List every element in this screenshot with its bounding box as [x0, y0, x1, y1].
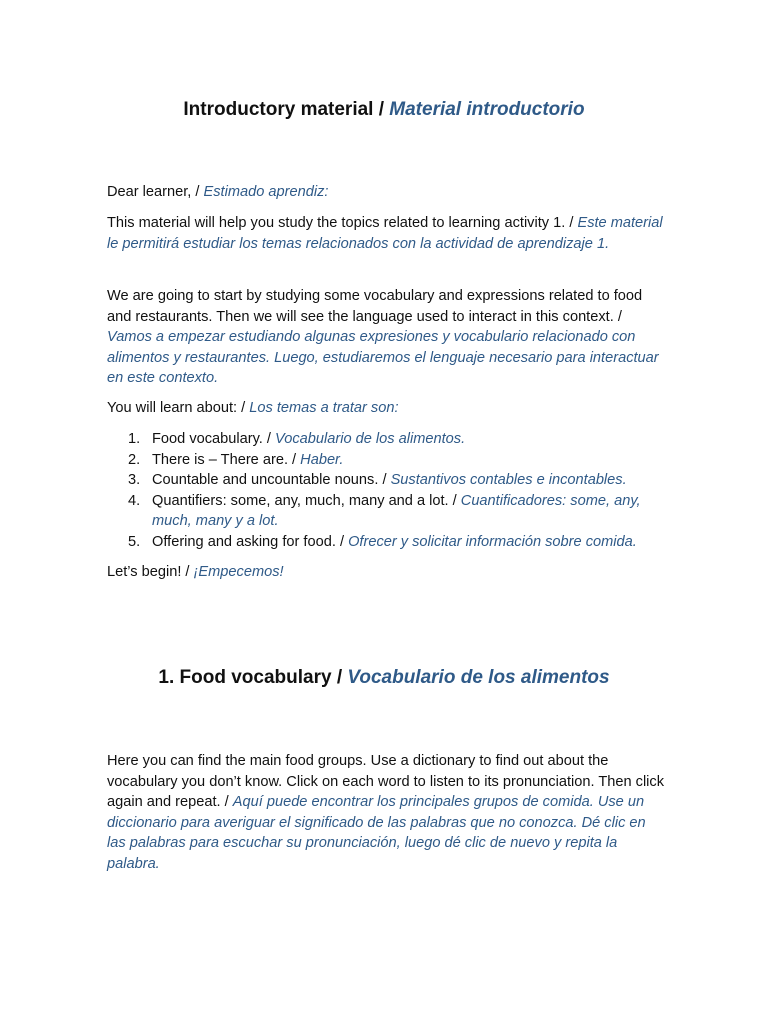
list-item-es: Vocabulario de los alimentos. — [275, 431, 466, 447]
list-item-en: Food vocabulary. / — [152, 431, 276, 447]
list-item-es: Ofrecer y solicitar información sobre comida. — [348, 533, 637, 550]
list-item-en: Countable and uncountable nouns. / — [152, 472, 391, 489]
topics-list — [107, 429, 667, 553]
list-item-es: Sustantivos contables e incontables. — [390, 472, 627, 489]
list-item-en: Quantifiers: some, any, much, many and a lot. / — [152, 492, 461, 509]
list-item-es: Cuantificadores: some, any, much, many y a lot. — [152, 492, 641, 530]
start-paragraph-es: Vamos a empezar estudiando algunas expresiones y vocabulario relacionado con alimentos y restaurantes. Luego, estudiaremos el lenguaje necesario para interactuar en este contexto. — [107, 329, 659, 387]
food-paragraph-es: Aquí puede encontrar los principales grupos de comida. Use un diccionario para averiguar el significado de las palabras que no conozca. Dé clic en las palabras para escuchar su pronunciación, luego dé clic de nuevo y repita la palabra. — [107, 794, 646, 872]
intro-paragraph — [107, 213, 667, 254]
greeting-en: Dear learner, / — [107, 184, 204, 200]
start-paragraph-en: We are going to start by studying some vocabulary and expressions related to food and restaurants. Then we will see the language used to interact in this context. / — [107, 288, 643, 325]
list-item-number: 1. — [128, 431, 141, 447]
list-item-number: 5. — [128, 533, 141, 550]
begin-line — [107, 562, 667, 583]
learn-about — [107, 398, 667, 419]
food-vocabulary-heading — [0, 666, 768, 690]
list-item-number: 4. — [128, 492, 141, 509]
begin-es: ¡Empecemos! — [193, 564, 284, 580]
food-paragraph-en: Here you can find the main food groups. Use a dictionary to find out about the vocabulary you don’t know. Click on each word to listen to its pronunciation. Then click again and repeat. / — [107, 753, 665, 811]
start-paragraph — [107, 286, 667, 389]
food-heading-es: Vocabulario de los alimentos — [347, 667, 610, 688]
list-item — [107, 450, 667, 471]
list-item-en: There is – There are. / — [152, 451, 301, 468]
intro-heading-en: Introductory material / — [183, 99, 390, 120]
learn-about-es: Los temas a tratar son: — [249, 400, 399, 416]
begin-en: Let’s begin! / — [107, 564, 194, 580]
list-item — [107, 532, 667, 553]
food-paragraph — [107, 751, 667, 875]
list-item — [107, 491, 667, 532]
intro-paragraph-en: This material will help you study the topics related to learning activity 1. / — [107, 215, 578, 231]
list-item-number: 3. — [128, 472, 141, 489]
intro-heading — [0, 98, 768, 122]
intro-heading-es: Material introductorio — [389, 99, 585, 120]
greeting — [107, 182, 667, 203]
list-item-number: 2. — [128, 451, 141, 468]
greeting-es: Estimado aprendiz: — [203, 184, 329, 200]
intro-paragraph-es: Este material le permitirá estudiar los temas relacionados con la actividad de aprendizaje 1. — [107, 215, 663, 252]
food-heading-en: 1. Food vocabulary / — [158, 667, 348, 688]
learn-about-en: You will learn about: / — [107, 400, 250, 416]
list-item-es: Haber. — [300, 451, 344, 468]
list-item-en: Offering and asking for food. / — [152, 533, 349, 550]
list-item — [107, 429, 667, 450]
list-item — [107, 470, 667, 491]
